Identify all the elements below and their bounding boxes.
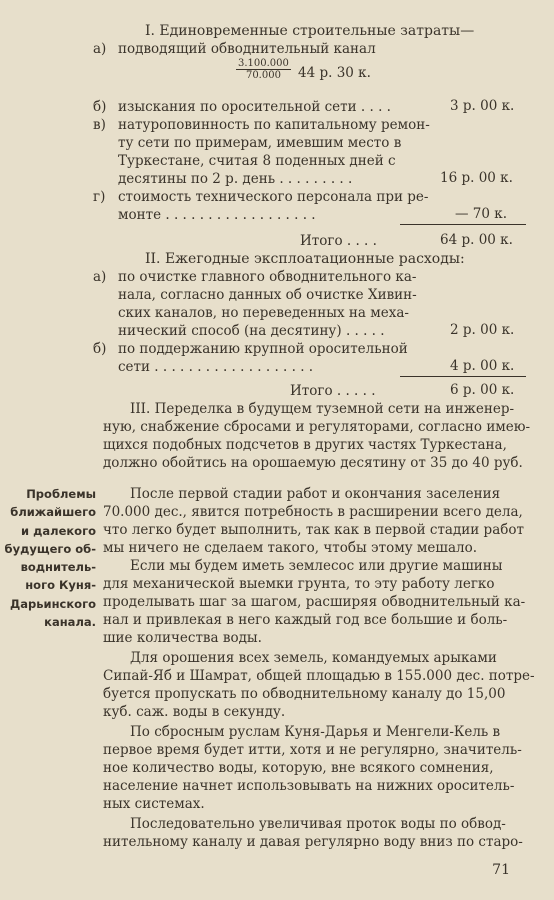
total-amount: 6 р. 00 к.: [450, 382, 515, 398]
item-letter: в): [93, 117, 106, 133]
body-line: шие количества воды.: [103, 630, 262, 646]
item-text: нала, согласно данных об очистке Хивин-: [118, 287, 417, 303]
fraction: [236, 58, 291, 81]
item-amount: 3 р. 00 к.: [450, 98, 515, 114]
section3-line: должно обойтись на орошаемую десятину от 35 до 40 руб.: [103, 455, 523, 471]
body-line: что легко будет выполнить, так как в первой стадии работ: [103, 522, 524, 538]
body-line: буется пропускать по обводнительному каналу до 15,00: [103, 686, 506, 702]
item-text: по поддержанию крупной оросительной: [118, 341, 408, 357]
item-text: ских каналов, но переведенных на меха-: [118, 305, 409, 321]
body-line: По сбросным руслам Куня-Дарья и Менгели-Кель в: [130, 724, 501, 740]
item-amount: — 70 к.: [455, 206, 507, 222]
body-line: нительному каналу и давая регулярно воду вниз по старо-: [103, 834, 523, 850]
item-text: стоимость технического персонала при ре-: [118, 189, 429, 205]
fraction-numerator: 3.100.000: [238, 58, 289, 69]
body-line: Если мы будем иметь землесос или другие машины: [130, 558, 503, 574]
fraction-denominator: 70.000: [245, 70, 281, 81]
margin-note-line: и далекого: [21, 523, 96, 538]
margin-note-line: канала.: [44, 615, 96, 630]
body-line: Сипай-Яб и Шамрат, общей площадью в 155.000 дес. потре-: [103, 668, 535, 684]
item-text: ту сети по примерам, имевшим место в: [118, 135, 402, 151]
item-amount: 2 р. 00 к.: [450, 322, 515, 338]
item-letter: г): [93, 189, 106, 205]
item-letter: б): [93, 341, 107, 357]
body-line: куб. саж. воды в секунду.: [103, 704, 286, 720]
body-line: для механической выемки грунта, то эту работу легко: [103, 576, 495, 592]
total-label: Итого . . . . .: [290, 383, 376, 399]
item-letter: б): [93, 99, 107, 115]
margin-note-line: будущего об-: [4, 541, 96, 556]
section1-title: I. Единовременные строительные затраты—: [145, 23, 475, 39]
body-line: нал и привлекая в него каждый год все большие и боль-: [103, 612, 508, 628]
margin-note-line: Дарьинского: [10, 596, 96, 611]
body-line: ное количество воды, которую, вне всякого сомнения,: [103, 760, 494, 776]
body-line: 70.000 дес., явится потребность в расширении всего дела,: [103, 504, 523, 520]
margin-note-line: Проблемы: [26, 487, 96, 501]
total-amount: 64 р. 00 к.: [440, 232, 513, 248]
section3-line: ную, снабжение сбросами и регуляторами, согласно имею-: [103, 419, 531, 435]
body-line: мы ничего не сделаем такого, чтобы этому мешало.: [103, 540, 478, 556]
body-line: проделывать шаг за шагом, расширяя обводнительный ка-: [103, 594, 526, 610]
item-text: подводящий обводнительный канал: [118, 41, 376, 57]
item-amount: 4 р. 00 к.: [450, 358, 515, 374]
item-letter: а): [93, 41, 107, 57]
margin-note: [4, 485, 96, 631]
body-line: Для орошения всех земель, командуемых арыками: [130, 650, 497, 666]
item-text: сети . . . . . . . . . . . . . . . . . . .: [118, 359, 314, 375]
body-line: население начнет использовывать на нижних ороситель-: [103, 778, 515, 794]
item-text: Туркестане, считая 8 поденных дней с: [118, 153, 396, 169]
body-line: ных системах.: [103, 796, 205, 812]
body-line: первое время будет итти, хотя и не регулярно, значитель-: [103, 742, 522, 758]
margin-note-line: ного Куня-: [25, 578, 96, 593]
item-text: натуроповинность по капитальному ремон-: [118, 117, 430, 133]
fraction-result: 44 р. 30 к.: [298, 65, 371, 81]
item-text: монте . . . . . . . . . . . . . . . . . .: [118, 207, 316, 223]
item-letter: а): [93, 269, 107, 285]
page-number: 71: [492, 862, 510, 878]
item-text: десятины по 2 р. день . . . . . . . . .: [118, 171, 353, 187]
item-text: изыскания по оросительной сети . . . .: [118, 99, 391, 115]
sum-rule: [400, 224, 526, 225]
body-line: После первой стадии работ и окончания заселения: [130, 486, 501, 502]
margin-note-line: воднитель-: [20, 560, 96, 575]
item-text: по очистке главного обводнительного ка-: [118, 269, 417, 285]
sum-rule: [400, 376, 526, 377]
margin-note-line: ближайшего: [10, 505, 96, 520]
section3-line: щихся подобных подсчетов в других частях Туркестана,: [103, 437, 507, 453]
item-amount: 16 р. 00 к.: [440, 170, 513, 186]
total-label: Итого . . . .: [300, 233, 377, 249]
section3-line: III. Переделка в будущем туземной сети на инженер-: [130, 401, 515, 417]
section2-title: II. Ежегодные эксплоатационные расходы:: [145, 251, 465, 267]
body-line: Последовательно увеличивая проток воды по обвод-: [130, 816, 506, 832]
item-text: нический способ (на десятину) . . . . .: [118, 323, 385, 339]
